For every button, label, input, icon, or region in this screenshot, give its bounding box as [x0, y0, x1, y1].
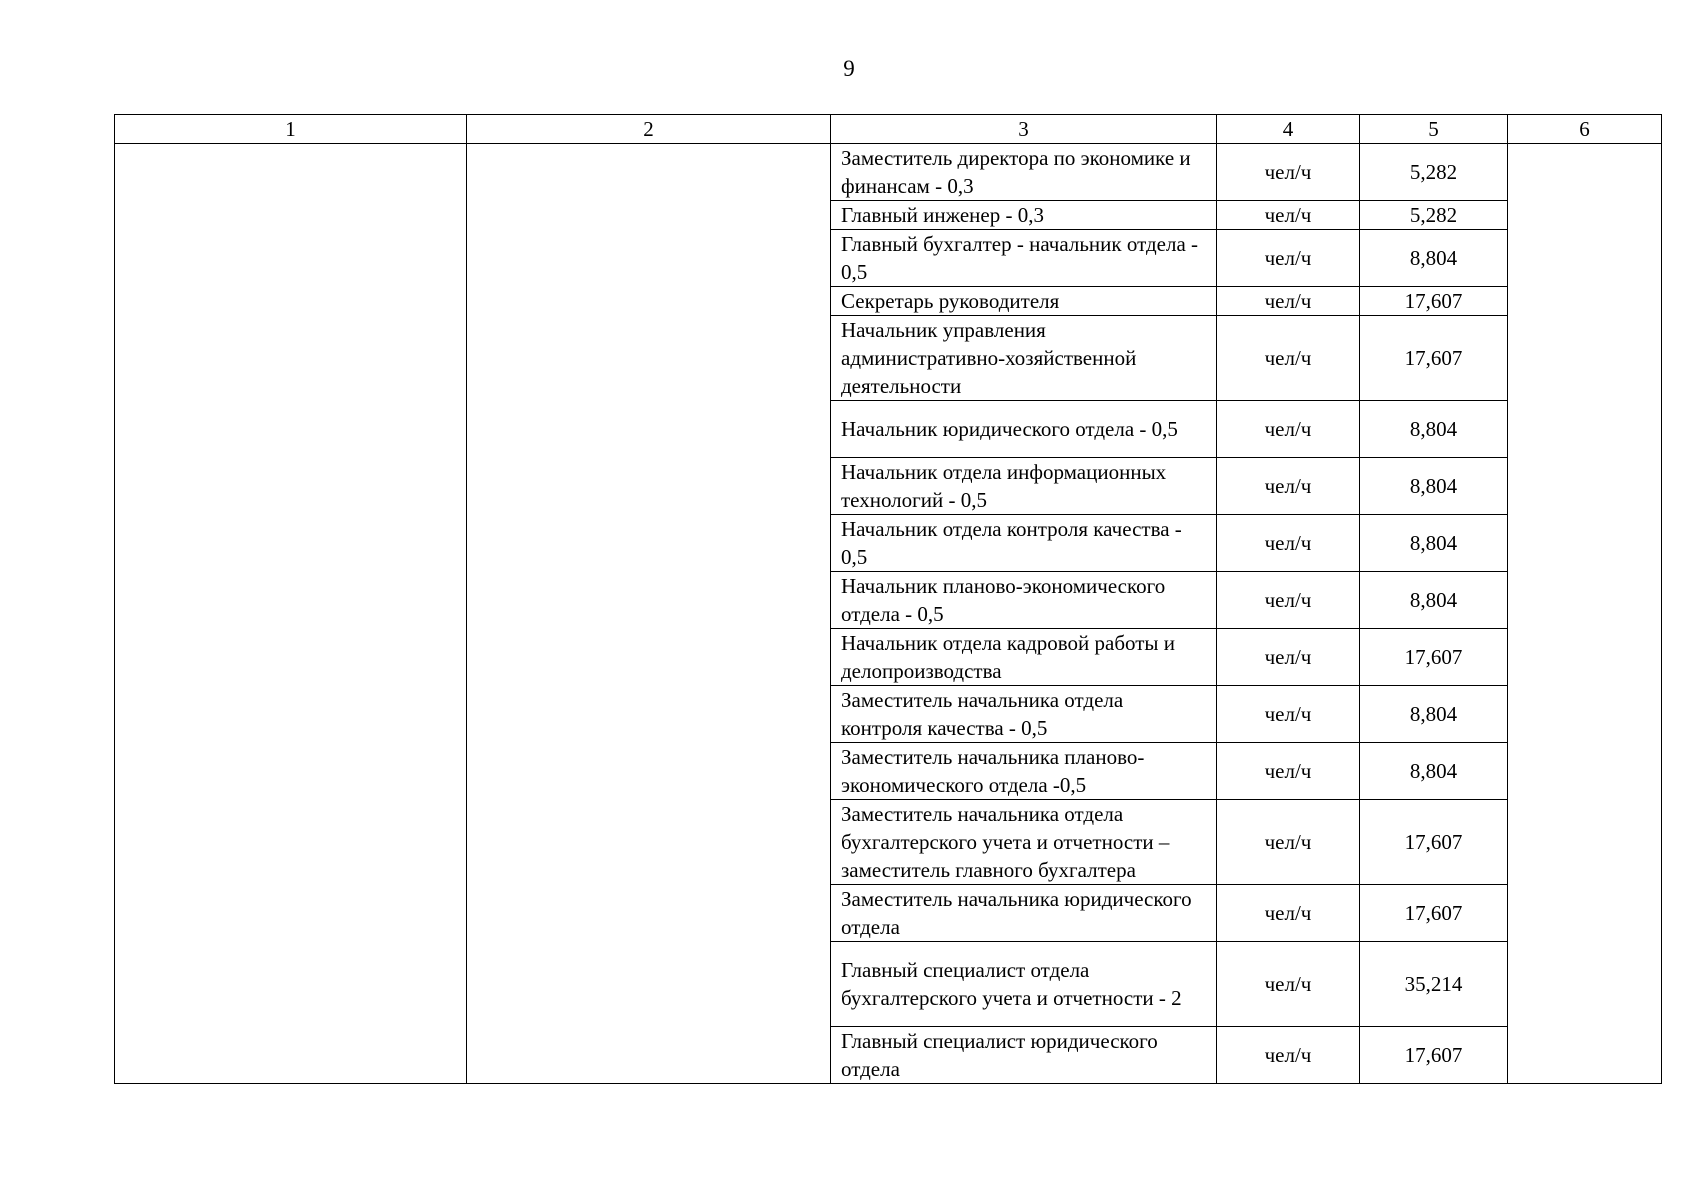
column-header-2: 2 [467, 115, 831, 144]
unit-cell: чел/ч [1217, 800, 1360, 885]
unit-cell: чел/ч [1217, 201, 1360, 230]
value-cell: 8,804 [1360, 515, 1508, 572]
position-cell: Начальник отдела кадровой работы и делопроизводства [831, 629, 1217, 686]
position-cell: Заместитель начальника юридического отдела [831, 885, 1217, 942]
position-cell: Заместитель начальника отдела контроля качества - 0,5 [831, 686, 1217, 743]
value-cell: 8,804 [1360, 743, 1508, 800]
column-1-cell [115, 144, 467, 1084]
value-cell: 17,607 [1360, 629, 1508, 686]
position-cell: Главный специалист юридического отдела [831, 1027, 1217, 1084]
value-cell: 35,214 [1360, 942, 1508, 1027]
column-header-6: 6 [1508, 115, 1662, 144]
position-cell: Главный специалист отдела бухгалтерского учета и отчетности - 2 [831, 942, 1217, 1027]
value-cell: 17,607 [1360, 800, 1508, 885]
unit-cell: чел/ч [1217, 515, 1360, 572]
value-cell: 8,804 [1360, 401, 1508, 458]
position-cell: Заместитель начальника отдела бухгалтерского учета и отчетности – заместитель главного бухгалтера [831, 800, 1217, 885]
header-row [115, 115, 1662, 144]
value-cell: 5,282 [1360, 144, 1508, 201]
unit-cell: чел/ч [1217, 230, 1360, 287]
position-cell: Главный бухгалтер - начальник отдела - 0,5 [831, 230, 1217, 287]
position-cell: Заместитель директора по экономике и финансам - 0,3 [831, 144, 1217, 201]
value-cell: 17,607 [1360, 1027, 1508, 1084]
position-cell: Начальник отдела информационных технологий - 0,5 [831, 458, 1217, 515]
position-cell: Главный инженер - 0,3 [831, 201, 1217, 230]
unit-cell: чел/ч [1217, 401, 1360, 458]
unit-cell: чел/ч [1217, 686, 1360, 743]
position-cell: Начальник отдела контроля качества - 0,5 [831, 515, 1217, 572]
value-cell: 8,804 [1360, 686, 1508, 743]
unit-cell: чел/ч [1217, 458, 1360, 515]
value-cell: 8,804 [1360, 458, 1508, 515]
value-cell: 5,282 [1360, 201, 1508, 230]
value-cell: 17,607 [1360, 885, 1508, 942]
unit-cell: чел/ч [1217, 1027, 1360, 1084]
value-cell: 17,607 [1360, 287, 1508, 316]
column-header-4: 4 [1217, 115, 1360, 144]
position-cell: Начальник юридического отдела - 0,5 [831, 401, 1217, 458]
unit-cell: чел/ч [1217, 942, 1360, 1027]
staff-table [114, 114, 1662, 1084]
page-number: 9 [843, 56, 855, 81]
column-header-5: 5 [1360, 115, 1508, 144]
unit-cell: чел/ч [1217, 743, 1360, 800]
position-cell: Заместитель начальника планово-экономического отдела -0,5 [831, 743, 1217, 800]
unit-cell: чел/ч [1217, 144, 1360, 201]
column-6-cell [1508, 144, 1662, 1084]
position-cell: Секретарь руководителя [831, 287, 1217, 316]
value-cell: 8,804 [1360, 230, 1508, 287]
unit-cell: чел/ч [1217, 316, 1360, 401]
unit-cell: чел/ч [1217, 572, 1360, 629]
column-header-3: 3 [831, 115, 1217, 144]
unit-cell: чел/ч [1217, 287, 1360, 316]
unit-cell: чел/ч [1217, 629, 1360, 686]
unit-cell: чел/ч [1217, 885, 1360, 942]
column-header-1: 1 [115, 115, 467, 144]
position-cell: Начальник планово-экономического отдела - 0,5 [831, 572, 1217, 629]
column-2-cell [467, 144, 831, 1084]
table-row [115, 144, 1662, 201]
value-cell: 8,804 [1360, 572, 1508, 629]
value-cell: 17,607 [1360, 316, 1508, 401]
position-cell: Начальник управления административно-хозяйственной деятельности [831, 316, 1217, 401]
